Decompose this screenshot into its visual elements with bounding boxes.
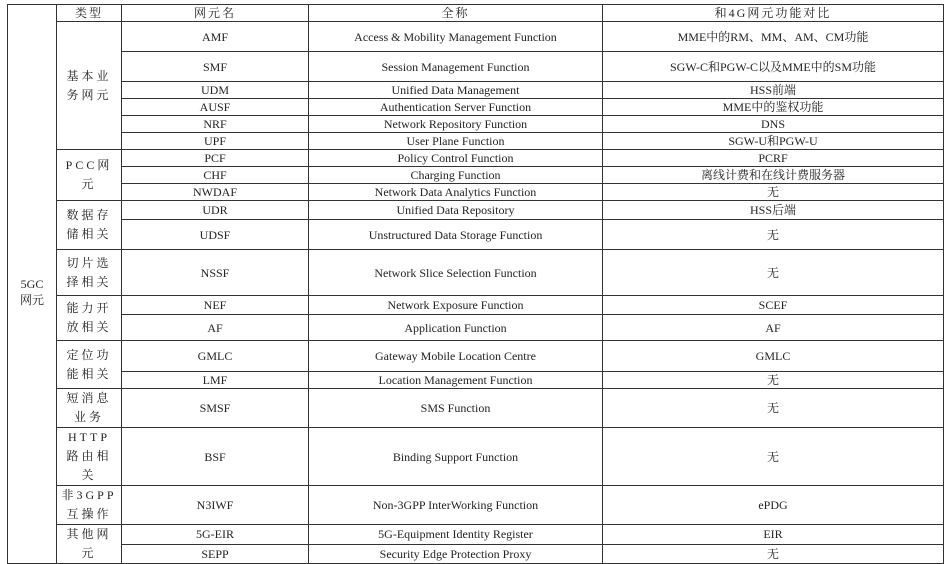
category-cell: 定位功能相关 [57, 341, 122, 389]
full-name-cell: Unified Data Management [309, 82, 603, 99]
full-name-cell: Gateway Mobile Location Centre [309, 341, 603, 372]
4g-comparison-cell: SGW-C和PGW-C以及MME中的SM功能 [603, 52, 944, 82]
4g-comparison-cell: 无 [603, 184, 944, 201]
category-cell: 切片选择相关 [57, 250, 122, 296]
4g-comparison-cell: 无 [603, 428, 944, 486]
header-row [8, 5, 944, 22]
header-element-name: 网元名 [122, 5, 309, 22]
full-name-cell: Unstructured Data Storage Function [309, 220, 603, 250]
4g-comparison-cell: PCRF [603, 150, 944, 167]
element-name-cell: PCF [122, 150, 309, 167]
table-row [8, 389, 944, 428]
header-type: 类型 [57, 5, 122, 22]
category-cell: 非3GPP互操作 [57, 486, 122, 525]
category-cell: 其他网元 [57, 525, 122, 564]
4g-comparison-cell: GMLC [603, 341, 944, 372]
full-name-cell: Authentication Server Function [309, 99, 603, 116]
element-name-cell: BSF [122, 428, 309, 486]
table-row [8, 22, 944, 52]
header-blank [8, 5, 57, 22]
4g-comparison-cell: MME中的RM、MM、AM、CM功能 [603, 22, 944, 52]
table-row [8, 184, 944, 201]
full-name-cell: Security Edge Protection Proxy [309, 544, 603, 564]
4g-comparison-cell: 无 [603, 544, 944, 564]
element-name-cell: LMF [122, 372, 309, 389]
full-name-cell: Network Slice Selection Function [309, 250, 603, 296]
full-name-cell: Charging Function [309, 167, 603, 184]
table-row [8, 525, 944, 545]
element-name-cell: SMF [122, 52, 309, 82]
full-name-cell: Network Exposure Function [309, 296, 603, 315]
4g-comparison-cell: 无 [603, 220, 944, 250]
element-name-cell: AF [122, 315, 309, 341]
category-cell: HTTP路由相关 [57, 428, 122, 486]
element-name-cell: 5G-EIR [122, 525, 309, 545]
full-name-cell: Non-3GPP InterWorking Function [309, 486, 603, 525]
header-full-name: 全称 [309, 5, 603, 22]
full-name-cell: Policy Control Function [309, 150, 603, 167]
table-row [8, 220, 944, 250]
element-name-cell: NEF [122, 296, 309, 315]
full-name-cell: Location Management Function [309, 372, 603, 389]
table-row [8, 99, 944, 116]
element-name-cell: AMF [122, 22, 309, 52]
4g-comparison-cell: 无 [603, 372, 944, 389]
4g-comparison-cell: MME中的鉴权功能 [603, 99, 944, 116]
element-name-cell: AUSF [122, 99, 309, 116]
full-name-cell: Network Data Analytics Function [309, 184, 603, 201]
full-name-cell: Access & Mobility Management Function [309, 22, 603, 52]
category-cell: 短消息业务 [57, 389, 122, 428]
element-name-cell: N3IWF [122, 486, 309, 525]
element-name-cell: GMLC [122, 341, 309, 372]
element-name-cell: UDSF [122, 220, 309, 250]
full-name-cell: User Plane Function [309, 133, 603, 150]
element-name-cell: CHF [122, 167, 309, 184]
4g-comparison-cell: SGW-U和PGW-U [603, 133, 944, 150]
table-row [8, 52, 944, 82]
element-name-cell: UDR [122, 201, 309, 220]
table-row [8, 428, 944, 486]
4g-comparison-cell: 无 [603, 389, 944, 428]
header-4g-comparison: 和4G网元功能对比 [603, 5, 944, 22]
element-name-cell: NSSF [122, 250, 309, 296]
4g-comparison-cell: ePDG [603, 486, 944, 525]
element-name-cell: NRF [122, 116, 309, 133]
full-name-cell: Application Function [309, 315, 603, 341]
category-cell: PCC网元 [57, 150, 122, 201]
full-name-cell: Unified Data Repository [309, 201, 603, 220]
element-name-cell: SEPP [122, 544, 309, 564]
table-row [8, 250, 944, 296]
outer-category-5gc: 5GC网元 [8, 22, 57, 564]
table-row [8, 341, 944, 372]
full-name-cell: SMS Function [309, 389, 603, 428]
full-name-cell: Binding Support Function [309, 428, 603, 486]
table-row [8, 82, 944, 99]
5gc-network-element-table [7, 4, 944, 564]
full-name-cell: 5G-Equipment Identity Register [309, 525, 603, 545]
4g-comparison-cell: AF [603, 315, 944, 341]
4g-comparison-cell: 离线计费和在线计费服务器 [603, 167, 944, 184]
element-name-cell: NWDAF [122, 184, 309, 201]
table-row [8, 372, 944, 389]
4g-comparison-cell: HSS后端 [603, 201, 944, 220]
table-row [8, 296, 944, 315]
element-name-cell: SMSF [122, 389, 309, 428]
table-row [8, 544, 944, 564]
full-name-cell: Session Management Function [309, 52, 603, 82]
element-name-cell: UPF [122, 133, 309, 150]
4g-comparison-cell: SCEF [603, 296, 944, 315]
table-row [8, 167, 944, 184]
table-row [8, 201, 944, 220]
table-row [8, 116, 944, 133]
category-cell: 能力开放相关 [57, 296, 122, 341]
table-row [8, 150, 944, 167]
4g-comparison-cell: HSS前端 [603, 82, 944, 99]
table-row [8, 133, 944, 150]
table-row [8, 315, 944, 341]
4g-comparison-cell: EIR [603, 525, 944, 545]
category-cell: 数据存储相关 [57, 201, 122, 250]
4g-comparison-cell: 无 [603, 250, 944, 296]
table-row [8, 486, 944, 525]
element-name-cell: UDM [122, 82, 309, 99]
full-name-cell: Network Repository Function [309, 116, 603, 133]
category-cell: 基本业务网元 [57, 22, 122, 150]
4g-comparison-cell: DNS [603, 116, 944, 133]
